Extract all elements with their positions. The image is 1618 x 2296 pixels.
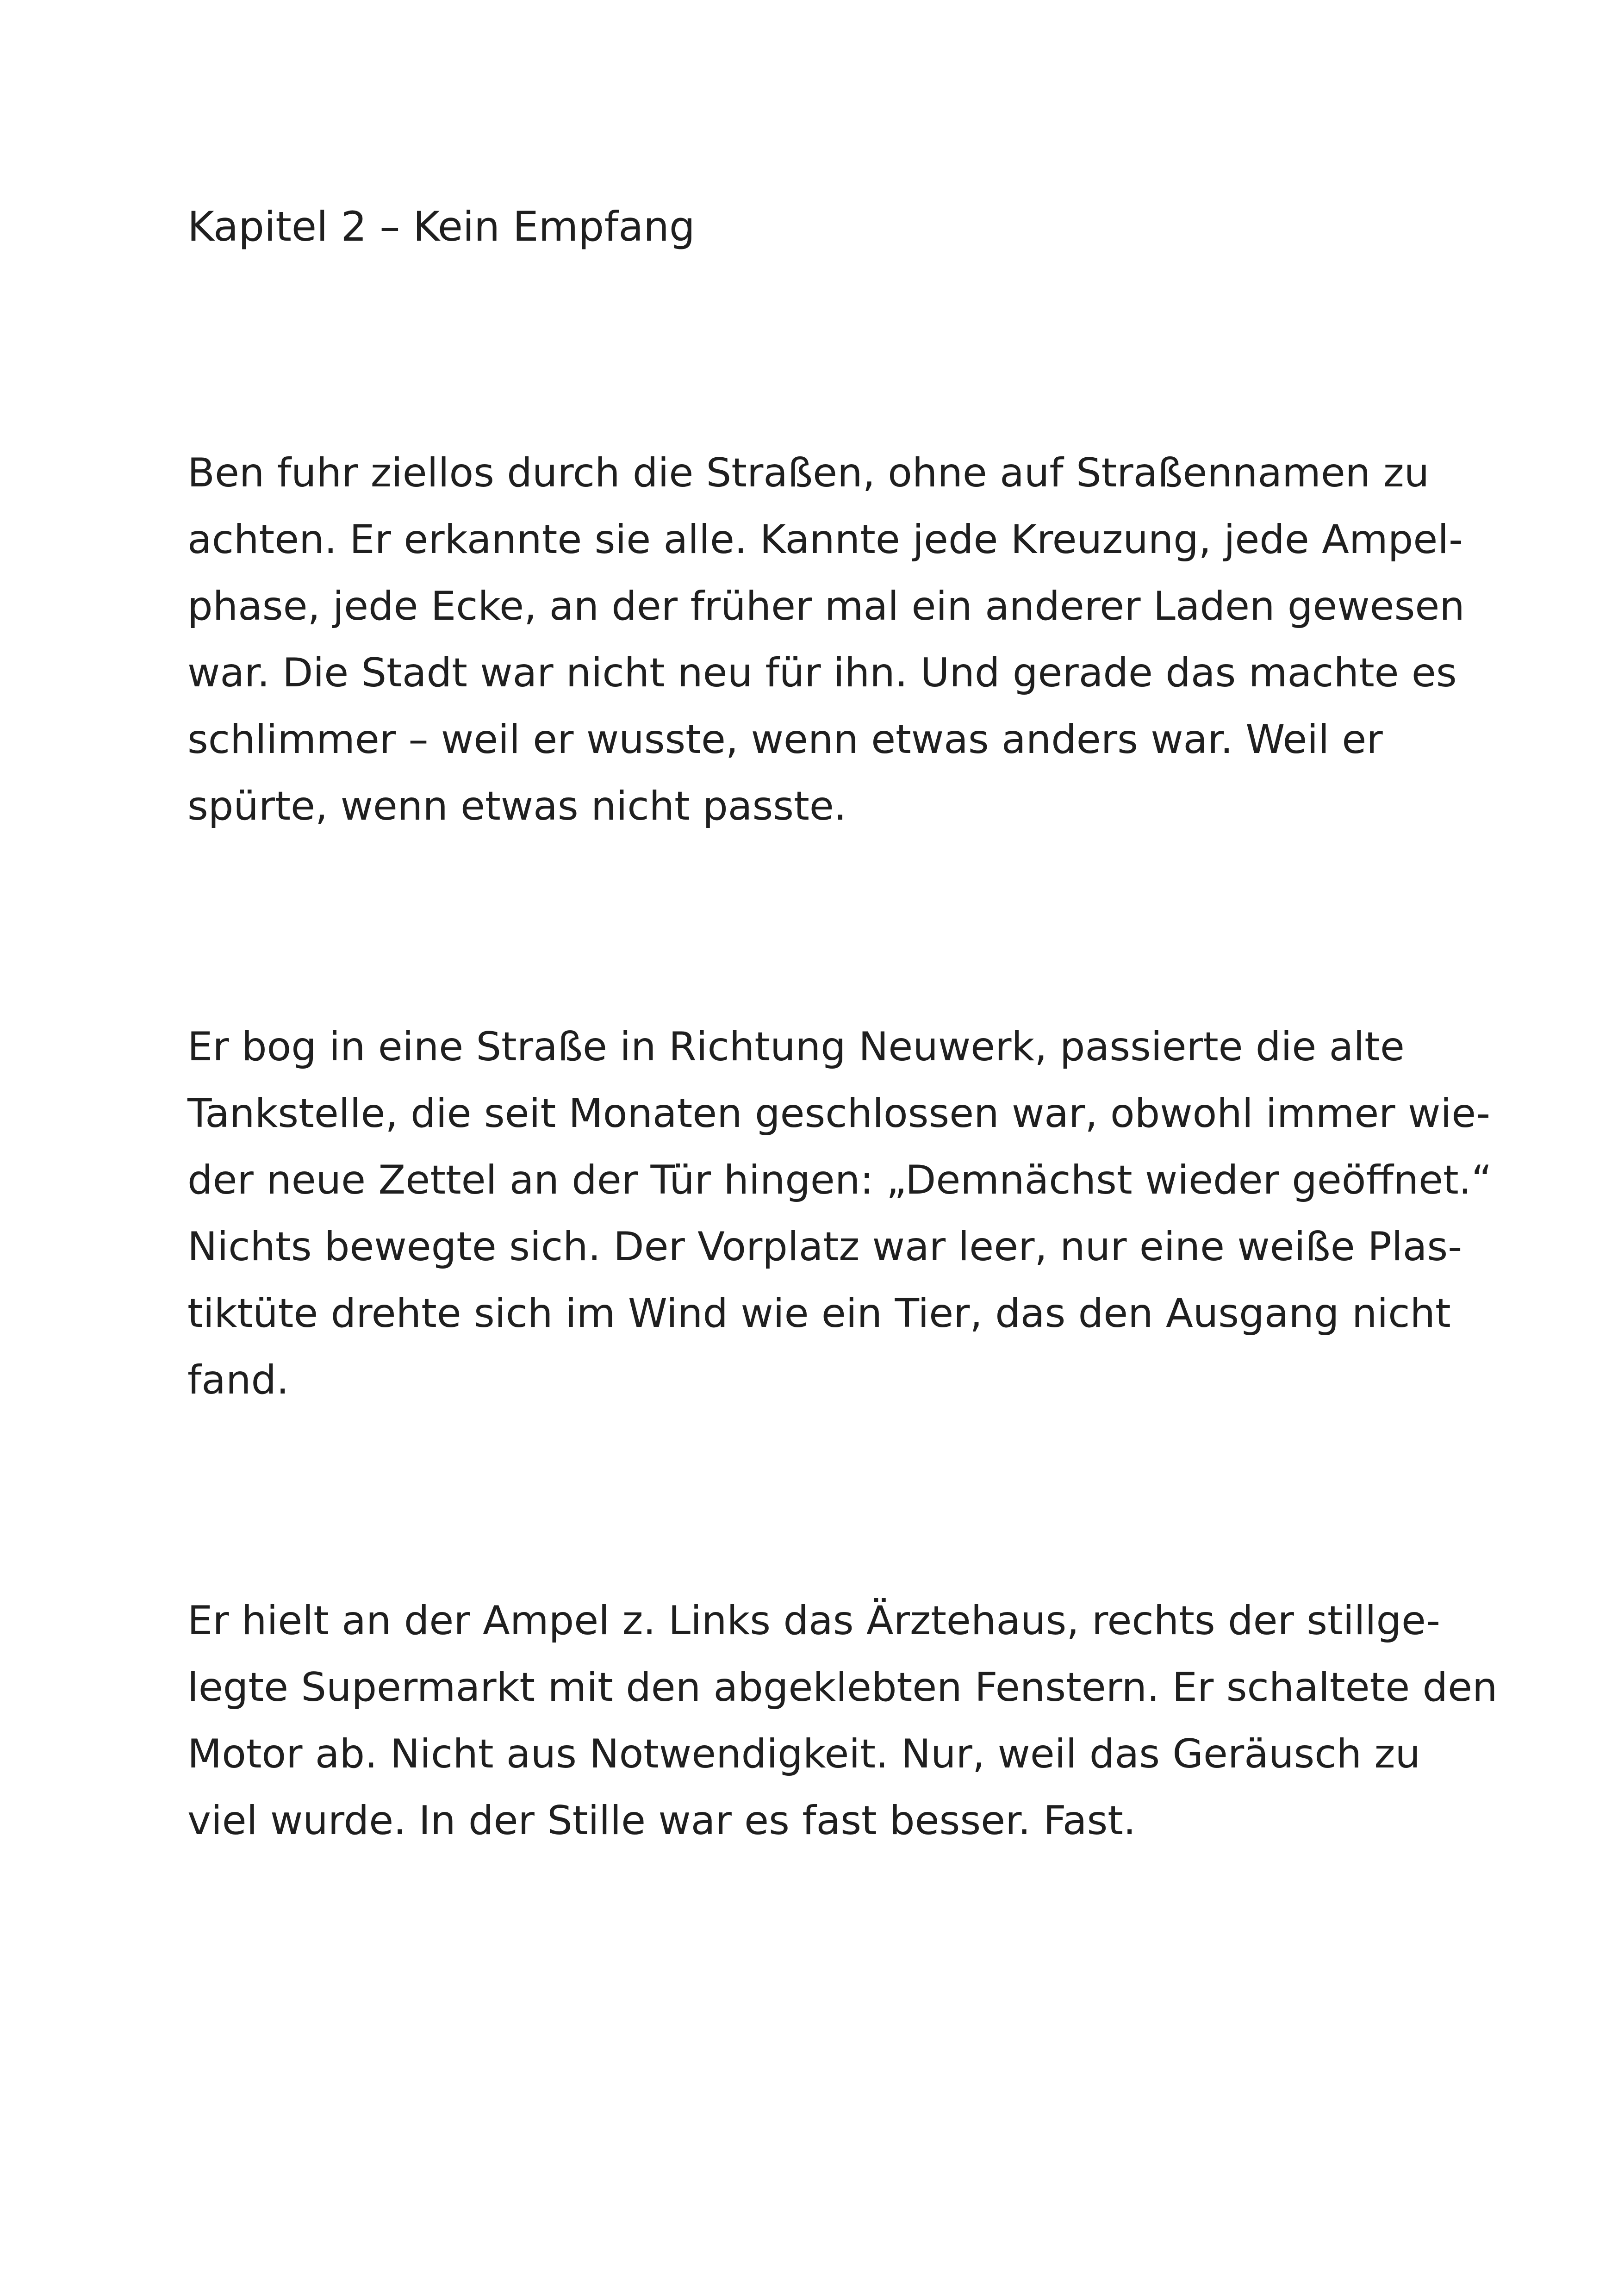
paragraph-line: viel wurde. In der Stille war es fast besser. Fast. (187, 1798, 1136, 1844)
paragraph-line: Tankstelle, die seit Monaten geschlossen war, obwohl immer wie- (187, 1090, 1491, 1137)
paragraph-line: schlimmer – weil er wusste, wenn etwas anders war. Weil er (187, 716, 1383, 763)
paragraph-line: Nichts bewegte sich. Der Vorplatz war leer, nur eine weiße Plas- (187, 1224, 1462, 1270)
paragraph-line: Er hielt an der Ampel z. Links das Ärztehaus, rechts der stillge- (187, 1598, 1440, 1644)
chapter-title: Kapitel 2 – Kein Empfang (187, 203, 695, 250)
paragraph-line: legte Supermarkt mit den abgeklebten Fenstern. Er schaltete den (187, 1664, 1498, 1711)
paragraph-line: tiktüte drehte sich im Wind wie ein Tier, das den Ausgang nicht (187, 1290, 1451, 1337)
paragraph-line: Motor ab. Nicht aus Notwendigkeit. Nur, weil das Geräusch zu (187, 1731, 1421, 1777)
paragraph-line: Ben fuhr ziellos durch die Straßen, ohne auf Straßennamen zu (187, 450, 1430, 496)
paragraph-3 (187, 1587, 1530, 1854)
paragraph-line: war. Die Stadt war nicht neu für ihn. Und gerade das machte es (187, 650, 1457, 696)
paragraph-line: phase, jede Ecke, an der früher mal ein anderer Laden gewesen (187, 583, 1465, 629)
paragraph-line: achten. Er erkannte sie alle. Kannte jede Kreuzung, jede Ampel- (187, 516, 1463, 563)
paragraph-line: Er bog in eine Straße in Richtung Neuwerk, passierte die alte (187, 1024, 1405, 1070)
paragraph-line: der neue Zettel an der Tür hingen: „Demnächst wieder geöffnet.“ (187, 1157, 1492, 1203)
paragraph-2 (187, 1014, 1530, 1413)
paragraph-line: spürte, wenn etwas nicht passte. (187, 783, 847, 829)
paragraph-1 (187, 440, 1530, 840)
paragraph-line: fand. (187, 1357, 289, 1403)
